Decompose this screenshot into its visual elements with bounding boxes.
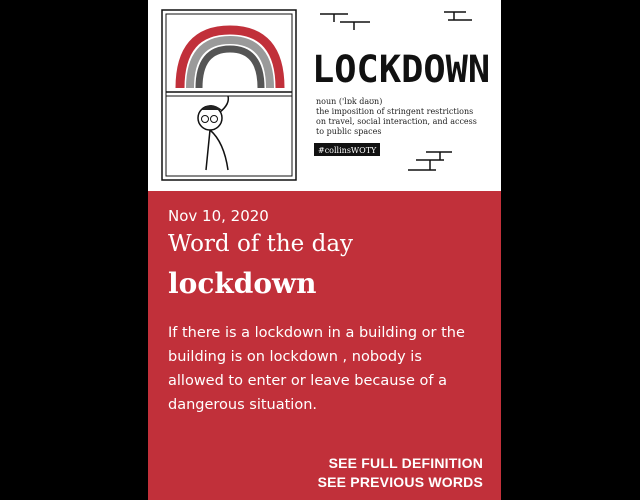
lockdown-logo: LOCKDOWN [312, 48, 491, 91]
see-full-definition-link[interactable]: SEE FULL DEFINITION [328, 455, 483, 471]
person-hair [202, 105, 222, 110]
brick-marks-bottom [408, 152, 452, 170]
date-label: Nov 10, 2020 [168, 207, 269, 225]
hashtag-text: #collinsWOTY [318, 146, 377, 155]
person-body [206, 130, 228, 170]
brick-marks-top [320, 12, 472, 30]
window-frame [162, 10, 296, 180]
illustration-def-line-3: to public spaces [316, 127, 382, 136]
illustration-def-line-2: on travel, social interaction, and access [316, 117, 477, 126]
illustration-pos: noun ('lɒk daʊn) [316, 97, 383, 106]
illustration-svg [148, 0, 501, 191]
rainbow-inner-band [199, 49, 261, 88]
word-of-the-day-heading: Word of the day [168, 231, 354, 257]
illustration-def-line-1: the imposition of stringent restrictions [316, 107, 474, 116]
featured-word: lockdown [168, 267, 317, 300]
card-links [318, 454, 483, 492]
card-content [168, 191, 485, 500]
lockdown-illustration [148, 0, 501, 191]
word-of-the-day-card [148, 0, 501, 500]
word-definition: If there is a lockdown in a building or the building is on lockdown , nobody is allowed to enter or leave because of a dangerous situation. [168, 325, 465, 413]
see-previous-words-link[interactable]: SEE PREVIOUS WORDS [317, 474, 483, 490]
